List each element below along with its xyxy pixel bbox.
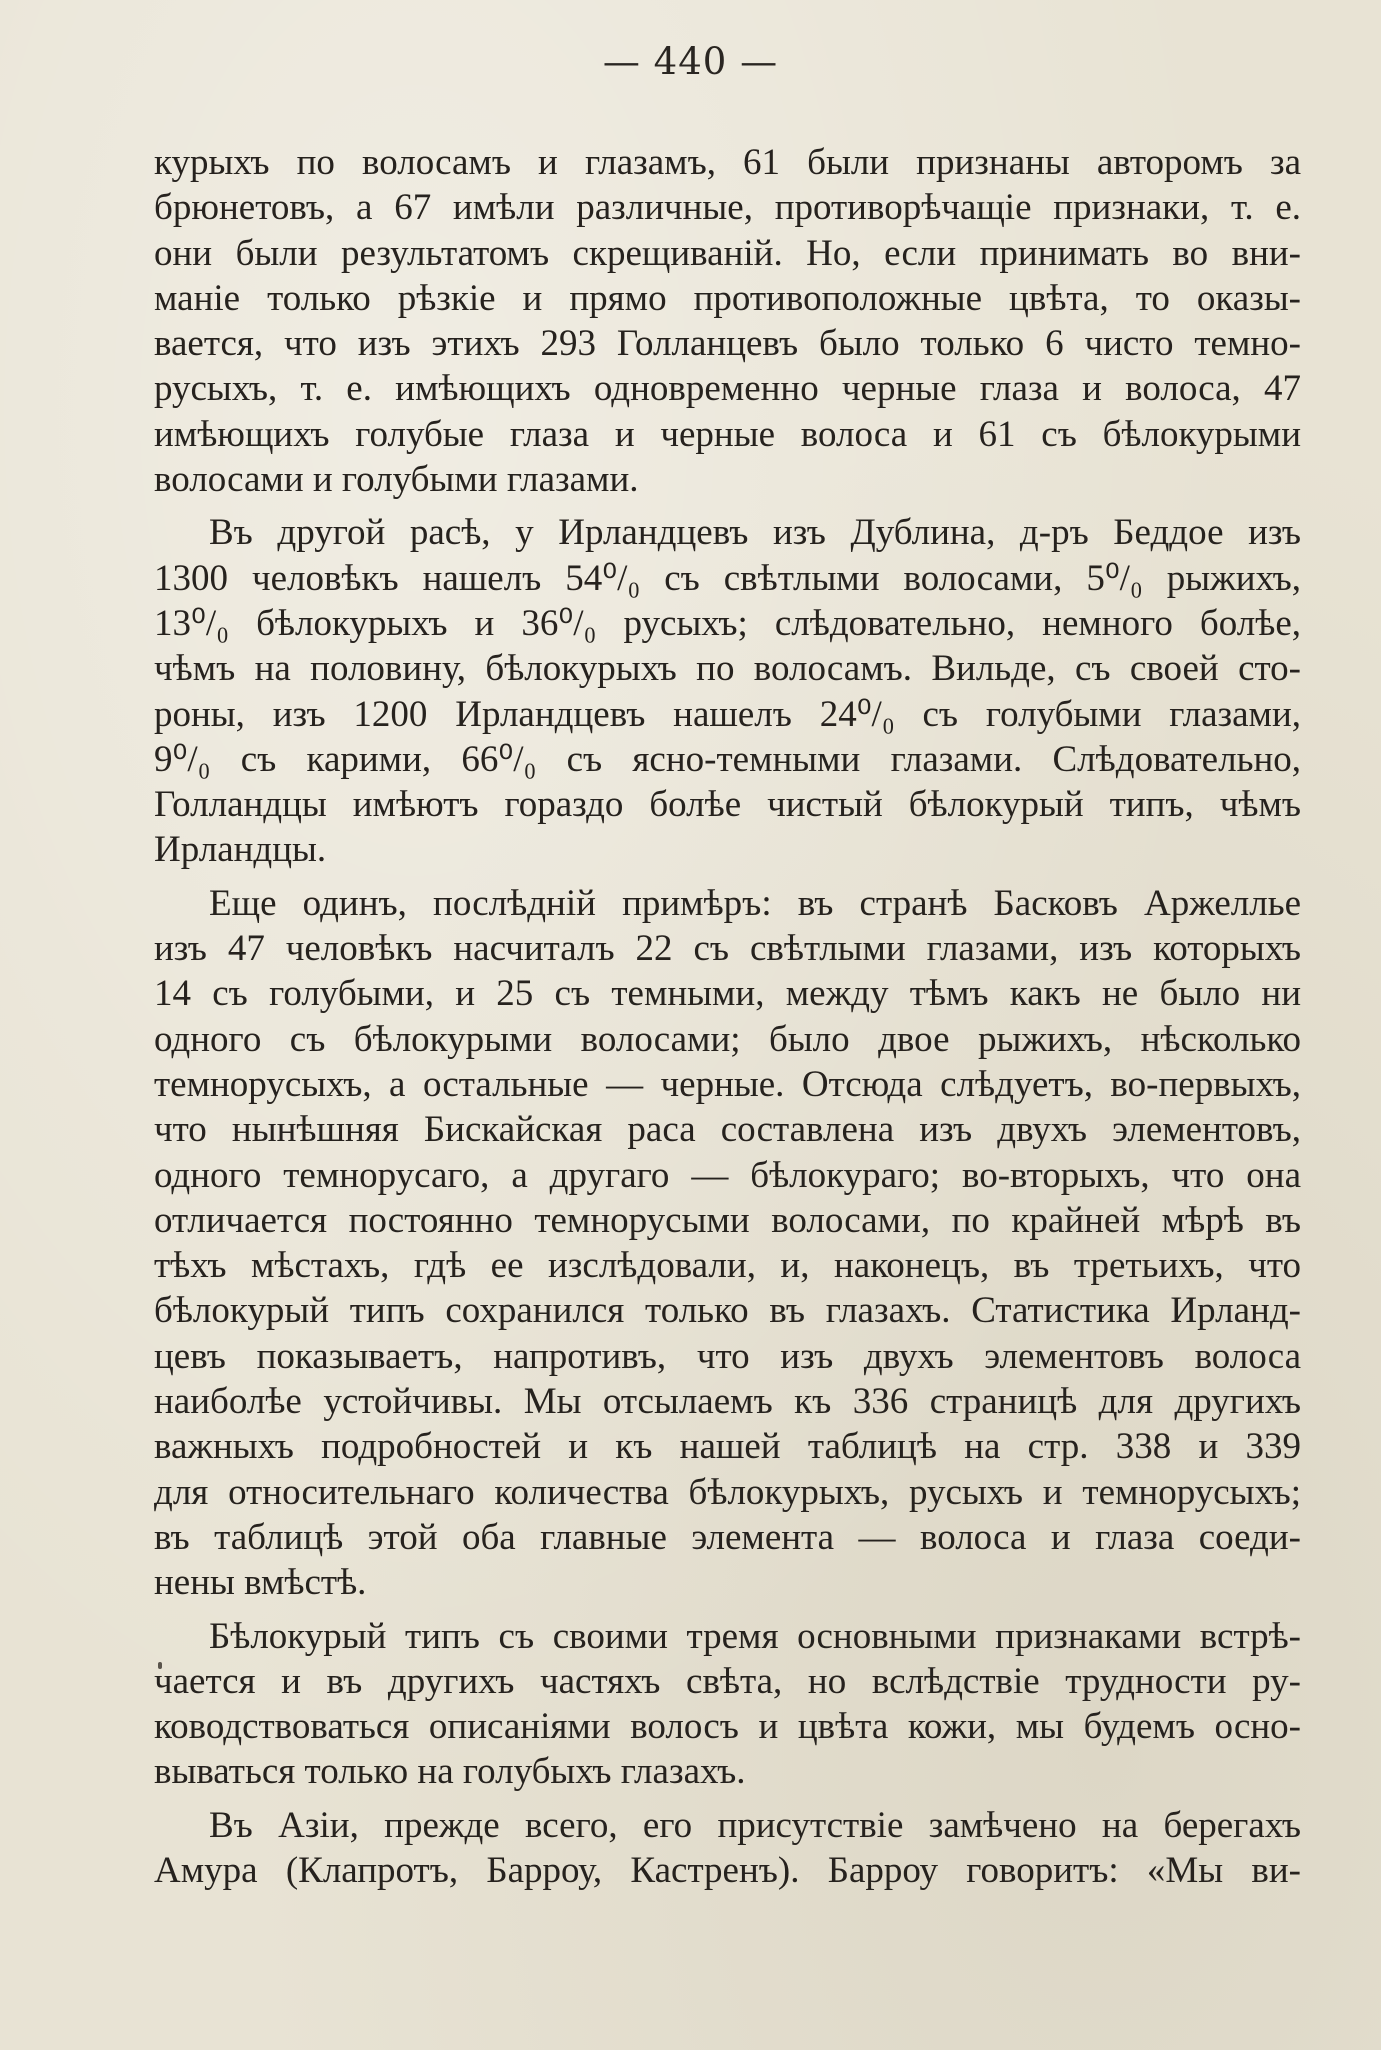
text-line-first: Въ Азіи, прежде всего, его присутствіе замѣчено на берегахъ: [209, 1804, 1301, 1846]
text-line-first: Еще одинъ, послѣдній примѣръ: въ странѣ Басковъ Аржеллье: [209, 882, 1301, 924]
paragraph-2: [154, 510, 1301, 872]
text-line: Амура (Клапротъ, Барроу, Кастренъ). Барроу говоритъ: «Мы ви-: [154, 1849, 1301, 1891]
text-line: 1300 человѣкъ нашелъ 54⁰/₀ съ свѣтлыми волосами, 5⁰/₀ рыжихъ,: [154, 557, 1301, 599]
text-line: отличается постоянно темнорусыми волосами, по крайней мѣрѣ въ: [154, 1199, 1301, 1241]
text-line: Голландцы имѣютъ гораздо болѣе чистый бѣлокурый типъ, чѣмъ: [154, 784, 1301, 826]
text-line: маніе только рѣзкіе и прямо противоположные цвѣта, то оказы-: [154, 277, 1301, 319]
text-line: русыхъ, т. е. имѣющихъ одновременно черные глаза и волоса, 47: [154, 368, 1301, 410]
text-line: въ таблицѣ этой оба главные элемента — волоса и глаза соеди-: [154, 1516, 1301, 1558]
text-line-last: волосами и голубыми глазами.: [154, 459, 639, 501]
text-line: чается и въ другихъ частяхъ свѣта, но вслѣдствіе трудности ру-: [154, 1660, 1301, 1702]
text-line: наиболѣе устойчивы. Мы отсылаемъ къ 336 страницѣ для другихъ: [154, 1381, 1301, 1423]
text-line: 13⁰/₀ бѣлокурыхъ и 36⁰/₀ русыхъ; слѣдовательно, немного болѣе,: [154, 602, 1301, 644]
text-line: одного темнорусаго, а другаго — бѣлокураго; во-вторыхъ, что она: [154, 1154, 1301, 1196]
text-line: вается, что изъ этихъ 293 Голланцевъ было только 6 чисто темно-: [154, 323, 1301, 365]
page-number: — 440 —: [602, 40, 779, 83]
body-text: [154, 140, 1301, 1901]
text-line: цевъ показываетъ, напротивъ, что изъ двухъ элементовъ волоса: [154, 1335, 1301, 1377]
text-line: одного съ бѣлокурыми волосами; было двое рыжихъ, нѣсколько: [154, 1018, 1301, 1060]
text-line: брюнетовъ, а 67 имѣли различные, противорѣчащіе признаки, т. е.: [154, 187, 1301, 229]
paragraph-5: [154, 1803, 1301, 1894]
paragraph-1: [154, 140, 1301, 502]
text-line: 14 съ голубыми, и 25 съ темными, между тѣмъ какъ не было ни: [154, 973, 1301, 1015]
text-line-last: вываться только на голубыхъ глазахъ.: [154, 1751, 746, 1793]
text-line-first: Бѣлокурый типъ съ своими тремя основными признаками встрѣ-: [209, 1615, 1301, 1657]
text-line: важныхъ подробностей и къ нашей таблицѣ на стр. 338 и 339: [154, 1426, 1301, 1468]
paragraph-3: [154, 881, 1301, 1606]
text-line: изъ 47 человѣкъ насчиталъ 22 съ свѣтлыми глазами, изъ которыхъ: [154, 928, 1301, 970]
text-line: для относительнаго количества бѣлокурыхъ, русыхъ и темнорусыхъ;: [154, 1471, 1301, 1513]
text-line: ководствоваться описаніями волосъ и цвѣта кожи, мы будемъ осно-: [154, 1706, 1301, 1748]
text-line: они были результатомъ скрещиваній. Но, если принимать во вни-: [154, 232, 1301, 274]
paragraph-4: [154, 1614, 1301, 1795]
text-line: имѣющихъ голубые глаза и черные волоса и 61 съ бѣлокурыми: [154, 413, 1301, 455]
text-line-first: Въ другой расѣ, у Ирландцевъ изъ Дублина, д-ръ Беддое изъ: [209, 512, 1301, 554]
text-line: тѣхъ мѣстахъ, гдѣ ее изслѣдовали, и, наконецъ, въ третьихъ, что: [154, 1245, 1301, 1287]
text-line: 9⁰/₀ съ карими, 66⁰/₀ съ ясно-темными глазами. Слѣдовательно,: [154, 738, 1301, 780]
text-line: курыхъ по волосамъ и глазамъ, 61 были признаны авторомъ за: [154, 142, 1301, 183]
text-line: бѣлокурый типъ сохранился только въ глазахъ. Статистика Ирланд-: [154, 1290, 1301, 1332]
text-line-last: Ирландцы.: [154, 829, 327, 871]
text-line: роны, изъ 1200 Ирландцевъ нашелъ 24⁰/₀ съ голубыми глазами,: [154, 693, 1301, 735]
text-line: чѣмъ на половину, бѣлокурыхъ по волосамъ. Вильде, съ своей сто-: [154, 648, 1301, 690]
text-line-last: нены вмѣстѣ.: [154, 1562, 367, 1604]
text-line: что нынѣшняя Бискайская раса составлена изъ двухъ элементовъ,: [154, 1109, 1301, 1151]
text-line: темнорусыхъ, а остальные — черные. Отсюда слѣдуетъ, во-первыхъ,: [154, 1063, 1301, 1105]
